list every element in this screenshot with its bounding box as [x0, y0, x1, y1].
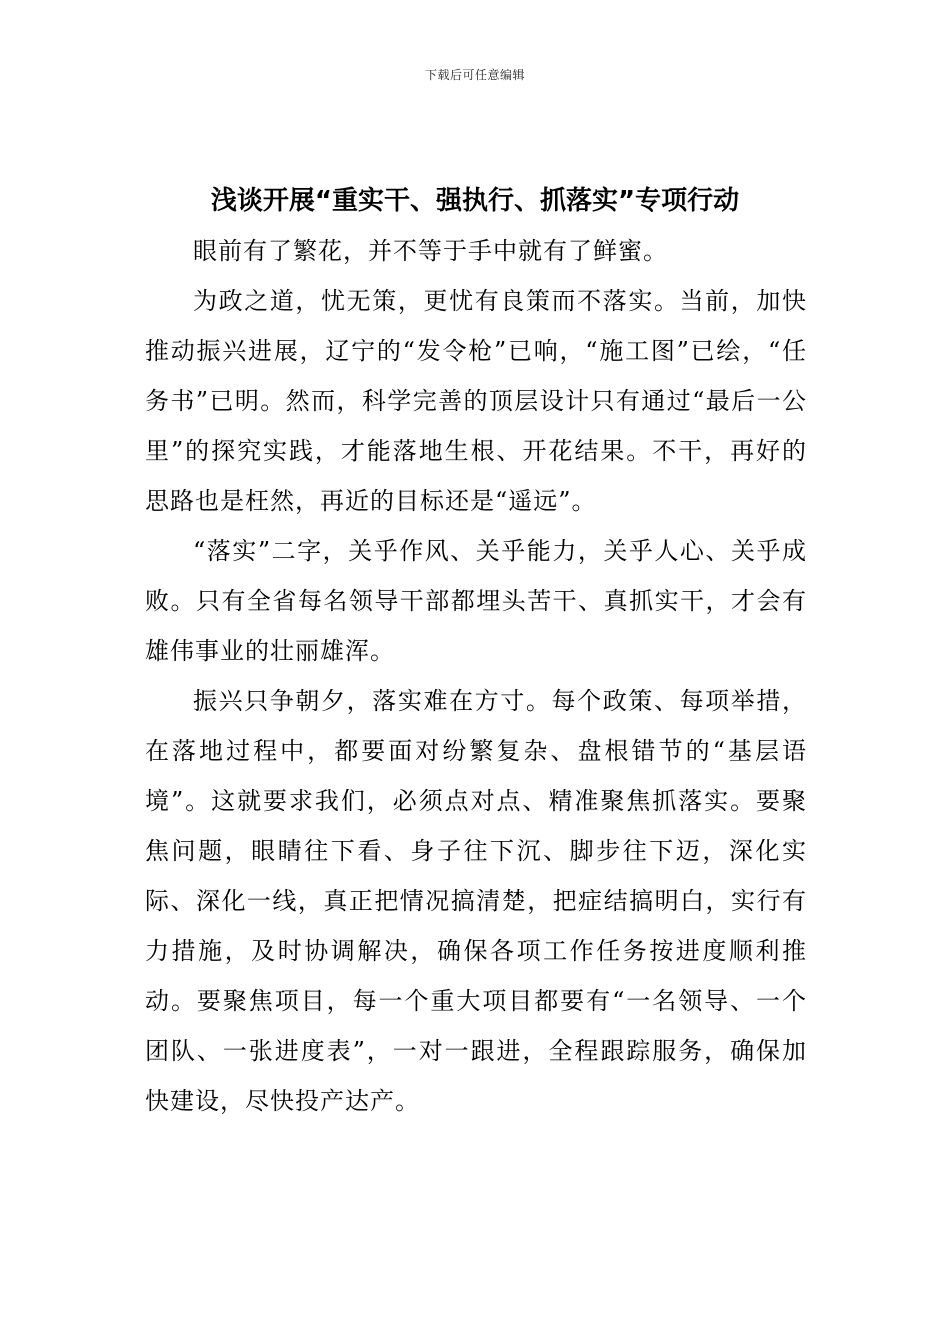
paragraph-1: 眼前有了繁花，并不等于手中就有了鲜蜜。 [193, 237, 668, 265]
paragraph-4: 振兴只争朝夕，落实难在方寸。每个政策、每项举措，在落地过程中，都要面对纷繁复杂、盘根错节的“基层语境”。这就要求我们，必须点对点、精准聚焦抓落实。要聚焦问题，眼睛往下看、身子往下沉、脚步往下迈，深化实际、深化一线，真正把情况搞清楚，把症结搞明白，实行有力措施，及时协调解决，确保各项工作任务按进度顺利推动。要聚焦项目，每一个重大项目都要有“一名领导、一个团队、一张进度表”，一对一跟进，全程跟踪服务，确保加快建设，尽快投产达产。 [145, 687, 807, 1115]
document-title: 浅谈开展“重实干、强执行、抓落实”专项行动 [210, 186, 740, 216]
paragraph-3: “落实”二字，关乎作风、关乎能力，关乎人心、关乎成败。只有全省每名领导干部都埋头苦干、真抓实干，才会有雄伟事业的壮丽雄浑。 [145, 537, 807, 665]
document-body [145, 226, 807, 1126]
paragraph-2: 为政之道，忧无策，更忧有良策而不落实。当前，加快推动振兴进展，辽宁的“发令枪”已响，“施工图”已绘，“任务书”已明。然而，科学完善的顶层设计只有通过“最后一公里”的探究实践，才能落地生根、开花结果。不干，再好的思路也是枉然，再近的目标还是“遥远”。 [145, 287, 807, 515]
header-note: 下载后可任意编辑 [424, 68, 525, 82]
